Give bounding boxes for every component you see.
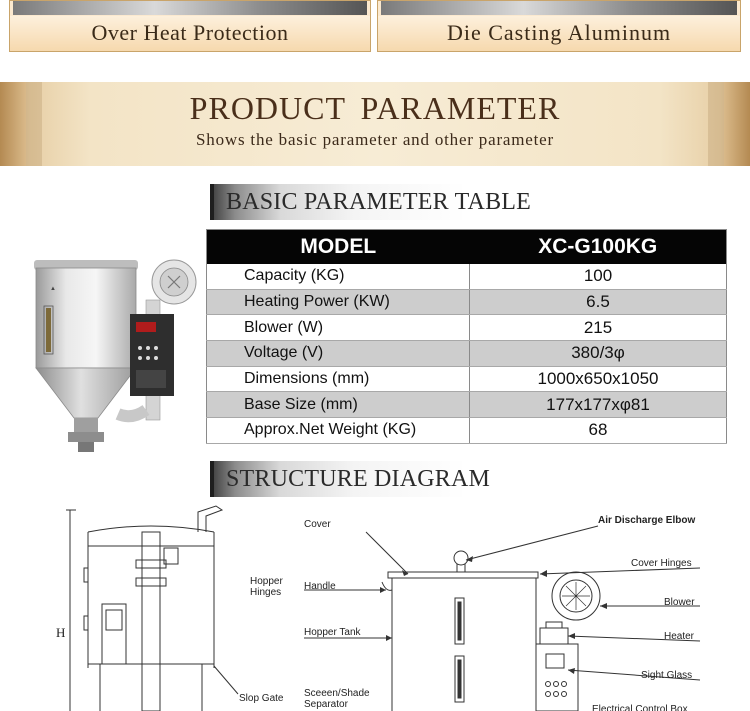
parameter-table	[206, 229, 727, 444]
banner-title: PRODUCT PARAMETER	[189, 90, 561, 126]
feature-card-die-casting	[377, 0, 741, 52]
table-row	[207, 315, 727, 341]
product-parameter-banner	[0, 82, 750, 166]
label-hopper-tank: Hopper Tank	[304, 627, 361, 638]
row-label: Blower (W)	[207, 315, 470, 341]
model-label-cell: MODEL	[207, 230, 470, 264]
table-row	[207, 341, 727, 367]
table-header-row	[207, 230, 727, 264]
basic-parameter-heading	[210, 184, 530, 220]
heading-accent-bar	[210, 461, 214, 497]
table-row	[207, 264, 727, 290]
row-label: Heating Power (KW)	[207, 289, 470, 315]
label-electrical-control-box: Electrical Control Box	[592, 704, 688, 711]
dimension-h-label: H	[56, 625, 66, 640]
label-air-discharge-elbow: Air Discharge Elbow	[598, 515, 696, 526]
feature-caption: Over Heat Protection	[10, 16, 370, 51]
table-row	[207, 418, 727, 444]
table-row	[207, 289, 727, 315]
heading-accent-bar	[210, 184, 214, 220]
banner-subtitle: Shows the basic parameter and other parameter	[196, 130, 554, 149]
table-row	[207, 366, 727, 392]
structure-diagram-drawing	[0, 498, 750, 711]
row-value: 100	[470, 264, 727, 290]
row-label: Capacity (KG)	[207, 264, 470, 290]
row-value: 215	[470, 315, 727, 341]
label-sight-glass: Sight Glass	[641, 670, 693, 681]
label-handle: Handle	[304, 581, 336, 592]
section-heading-text: BASIC PARAMETER TABLE	[226, 189, 531, 215]
row-label: Voltage (V)	[207, 341, 470, 367]
feature-strip	[0, 0, 750, 56]
feature-photo-die-casting	[381, 1, 737, 15]
label-slop-gate: Slop Gate	[239, 693, 284, 704]
feature-caption: Die Casting Aluminum	[378, 16, 740, 51]
label-blower: Blower	[664, 597, 695, 608]
row-value: 1000x650x1050	[470, 366, 727, 392]
table-row	[207, 392, 727, 418]
label-cover: Cover	[304, 519, 331, 530]
row-value: 68	[470, 418, 727, 444]
svg-text:▲: ▲	[50, 286, 56, 292]
row-label: Approx.Net Weight (KG)	[207, 418, 470, 444]
model-value-cell: XC-G100KG	[470, 230, 727, 264]
row-value: 6.5	[470, 289, 727, 315]
feature-card-over-heat	[9, 0, 371, 52]
label-cover-hinges: Cover Hinges	[631, 558, 692, 569]
row-value: 380/3φ	[470, 341, 727, 367]
feature-photo-over-heat	[13, 1, 367, 15]
label-screen-separator: Sceeen/Shade Separator	[304, 688, 370, 710]
section-heading-text: STRUCTURE DIAGRAM	[226, 466, 491, 492]
hopper-dryer-photo	[22, 238, 202, 460]
label-heater: Heater	[664, 631, 695, 642]
row-value: 177x177xφ81	[470, 392, 727, 418]
row-label: Dimensions (mm)	[207, 366, 470, 392]
row-label: Base Size (mm)	[207, 392, 470, 418]
label-hopper-hinges: Hopper Hinges	[250, 576, 283, 598]
structure-diagram-heading	[210, 461, 530, 497]
